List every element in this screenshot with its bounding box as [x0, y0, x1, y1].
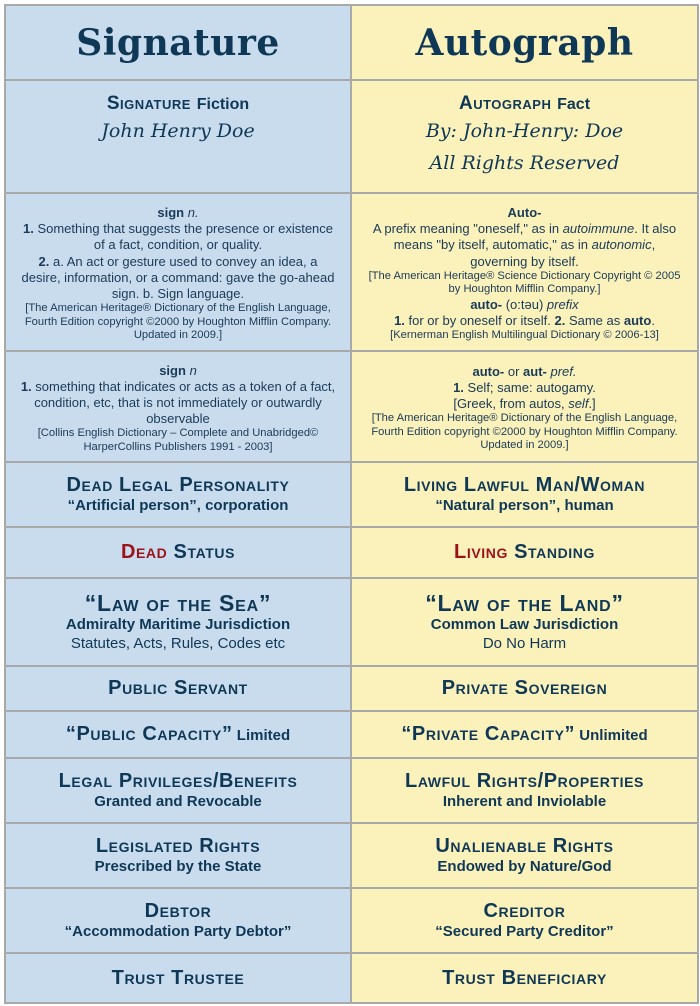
privileges-right-cell	[351, 758, 698, 823]
signature-fiction-title	[6, 93, 350, 115]
status-right-cell	[351, 527, 698, 578]
personality-row	[5, 462, 698, 527]
autograph-fact-title	[352, 93, 697, 115]
def-pos: prefix	[546, 296, 579, 312]
definition-sign-2	[5, 351, 351, 462]
def-word: sign	[159, 362, 186, 378]
def-etymology: [Greek, from autos,	[453, 396, 569, 412]
capacity-left-cell	[5, 711, 351, 758]
names-row	[5, 80, 698, 193]
def-text: or	[504, 363, 524, 379]
admiralty-jurisdiction: Admiralty Maritime Jurisdiction	[65, 616, 291, 634]
servant-row	[5, 666, 698, 711]
definition-row-1	[5, 193, 698, 351]
def-text: , governing by itself.	[470, 237, 656, 269]
private-sovereign: Private Sovereign	[441, 677, 608, 699]
def-num: 1.	[22, 221, 34, 237]
public-servant: Public Servant	[108, 677, 248, 699]
comparison-table	[4, 4, 699, 1004]
privileges-left-cell	[5, 758, 351, 823]
definition-auto-1	[351, 193, 698, 351]
signature-caps: Signature	[106, 93, 191, 114]
def-italic: autonomic	[591, 237, 652, 253]
limited-word: Limited	[232, 727, 291, 744]
status-left-cell	[5, 527, 351, 578]
private-capacity: “Private Capacity”	[401, 723, 576, 745]
trust-trustee: Trust Trustee	[111, 966, 245, 989]
def-reference: [Kernerman English Multilingual Dictionary © 2006-13]	[390, 329, 659, 342]
do-no-harm: Do No Harm	[482, 635, 567, 653]
def-num: 1.	[20, 378, 32, 394]
def-reference: [The American Heritage® Dictionary of the English Language, Fourth Edition copyright ©2000 by Houghton Mifflin Company. Updated in 2009.]	[371, 412, 678, 452]
def-text: a. An act or gesture used to convey an idea, a desire, information, or a command: gave the go-ahead sign. b. Sign language.	[21, 253, 335, 301]
def-word: auto-	[470, 296, 503, 312]
unlimited-word: Unlimited	[575, 727, 648, 744]
def-word: auto-	[472, 363, 505, 379]
common-law-jurisdiction: Common Law Jurisdiction	[430, 616, 619, 634]
legislated-rights: Legislated Rights	[95, 834, 261, 857]
public-capacity: “Public Capacity”	[65, 723, 233, 745]
header-autograph: Autograph	[415, 21, 634, 64]
fact-word: Fact	[557, 96, 591, 113]
def-word: Auto-	[507, 205, 542, 221]
law-row	[5, 578, 698, 666]
name-autograph: By: John-Henry: Doe	[425, 120, 624, 142]
law-right-cell	[351, 578, 698, 666]
granted-and-revocable: Granted and Revocable	[94, 792, 262, 810]
natural-person: “Natural person”, human	[435, 496, 614, 514]
inherent-and-inviolable: Inherent and Inviolable	[442, 792, 607, 810]
servant-right-cell	[351, 666, 698, 711]
capacity-right-cell	[351, 711, 698, 758]
names-left-cell	[5, 80, 351, 193]
capacity-row	[5, 711, 698, 758]
party-right-cell	[351, 888, 698, 953]
trust-beneficiary: Trust Beneficiary	[442, 966, 607, 989]
def-text: Self; same: autogamy.	[463, 379, 596, 395]
def-num: 1.	[453, 379, 464, 395]
def-num: 1.	[394, 313, 405, 329]
def-italic: self	[568, 396, 589, 412]
def-pos: n	[189, 362, 197, 378]
creditor: Creditor	[483, 899, 566, 922]
party-left-cell	[5, 888, 351, 953]
debtor: Debtor	[144, 899, 212, 922]
trust-right-cell	[351, 953, 698, 1003]
accommodation-party-debtor: “Accommodation Party Debtor”	[64, 922, 292, 940]
def-reference: [The American Heritage® Dictionary of the English Language, Fourth Edition copyright ©2000 by Houghton Mifflin Company. Updated in 2009.]	[24, 301, 332, 342]
fiction-word: Fiction	[196, 96, 250, 113]
unalienable-rights: Unalienable Rights	[435, 834, 614, 857]
name-signature: John Henry Doe	[101, 120, 255, 142]
status-word: Status	[167, 541, 236, 563]
personality-right-cell	[351, 462, 698, 527]
rights-row	[5, 823, 698, 888]
definition-sign-1	[5, 193, 351, 351]
endowed-by-nature: Endowed by Nature/God	[437, 857, 612, 875]
def-text: for or by oneself or itself.	[404, 313, 555, 329]
dead-legal-personality: Dead Legal Personality	[66, 473, 290, 496]
artificial-person: “Artificial person”, corporation	[67, 496, 289, 514]
def-text: Same as	[565, 313, 624, 329]
lawful-rights-properties: Lawful Rights/Properties	[405, 769, 644, 792]
def-word: aut-	[523, 363, 547, 379]
def-text: Something that suggests the presence or existence of a fact, condition, or quality.	[33, 221, 334, 253]
statutes-acts: Statutes, Acts, Rules, Codes etc	[70, 635, 286, 653]
living-lawful-man-woman: Living Lawful Man/Woman	[403, 473, 646, 496]
privileges-row	[5, 758, 698, 823]
living-standing	[352, 541, 697, 564]
header-signature: Signature	[76, 21, 280, 64]
def-text: .	[651, 313, 655, 329]
standing-word: Standing	[507, 541, 595, 563]
def-bold-word: auto	[623, 313, 652, 329]
living-word: Living	[454, 541, 508, 563]
def-text: . It also means "by itself, automatic," as in	[393, 221, 677, 253]
law-of-the-land: “Law of the Land”	[425, 589, 624, 616]
servant-left-cell	[5, 666, 351, 711]
def-num: 2.	[38, 253, 50, 269]
legal-privileges-benefits: Legal Privileges/Benefits	[58, 769, 298, 792]
def-text: A prefix meaning "oneself," as in	[372, 221, 563, 237]
def-pos: n.	[187, 205, 199, 221]
all-rights-reserved: All Rights Reserved	[429, 152, 620, 175]
definition-auto-2	[351, 351, 698, 462]
trust-row	[5, 953, 698, 1003]
def-pronunciation: (o:təu)	[502, 296, 547, 312]
law-left-cell	[5, 578, 351, 666]
def-num: 2.	[554, 313, 566, 329]
header-left-cell	[5, 5, 351, 80]
status-row	[5, 527, 698, 578]
def-reference: [Collins English Dictionary – Complete and Unabridged© HarperCollins Publishers 1991 - 2003]	[37, 427, 319, 453]
party-row	[5, 888, 698, 953]
def-pos: pref.	[546, 363, 577, 379]
secured-party-creditor: “Secured Party Creditor”	[435, 922, 614, 940]
def-italic: autoimmune	[562, 221, 635, 237]
def-text: something that indicates or acts as a token of a fact, condition, etc, that is not immediately or outwardly observable	[31, 378, 336, 426]
prescribed-by-state: Prescribed by the State	[94, 857, 262, 875]
header-row	[5, 5, 698, 80]
def-reference: [The American Heritage® Science Dictionary Copyright © 2005 by Houghton Mifflin Company.]	[368, 269, 681, 296]
def-etymology: .]	[588, 396, 596, 412]
names-right-cell	[351, 80, 698, 193]
dead-word: Dead	[120, 541, 168, 563]
rights-right-cell	[351, 823, 698, 888]
autograph-caps: Autograph	[458, 93, 552, 114]
law-of-the-sea: “Law of the Sea”	[84, 589, 272, 616]
def-word: sign	[157, 205, 185, 221]
definition-row-2	[5, 351, 698, 462]
trust-left-cell	[5, 953, 351, 1003]
personality-left-cell	[5, 462, 351, 527]
rights-left-cell	[5, 823, 351, 888]
header-right-cell	[351, 5, 698, 80]
dead-status	[6, 541, 350, 564]
